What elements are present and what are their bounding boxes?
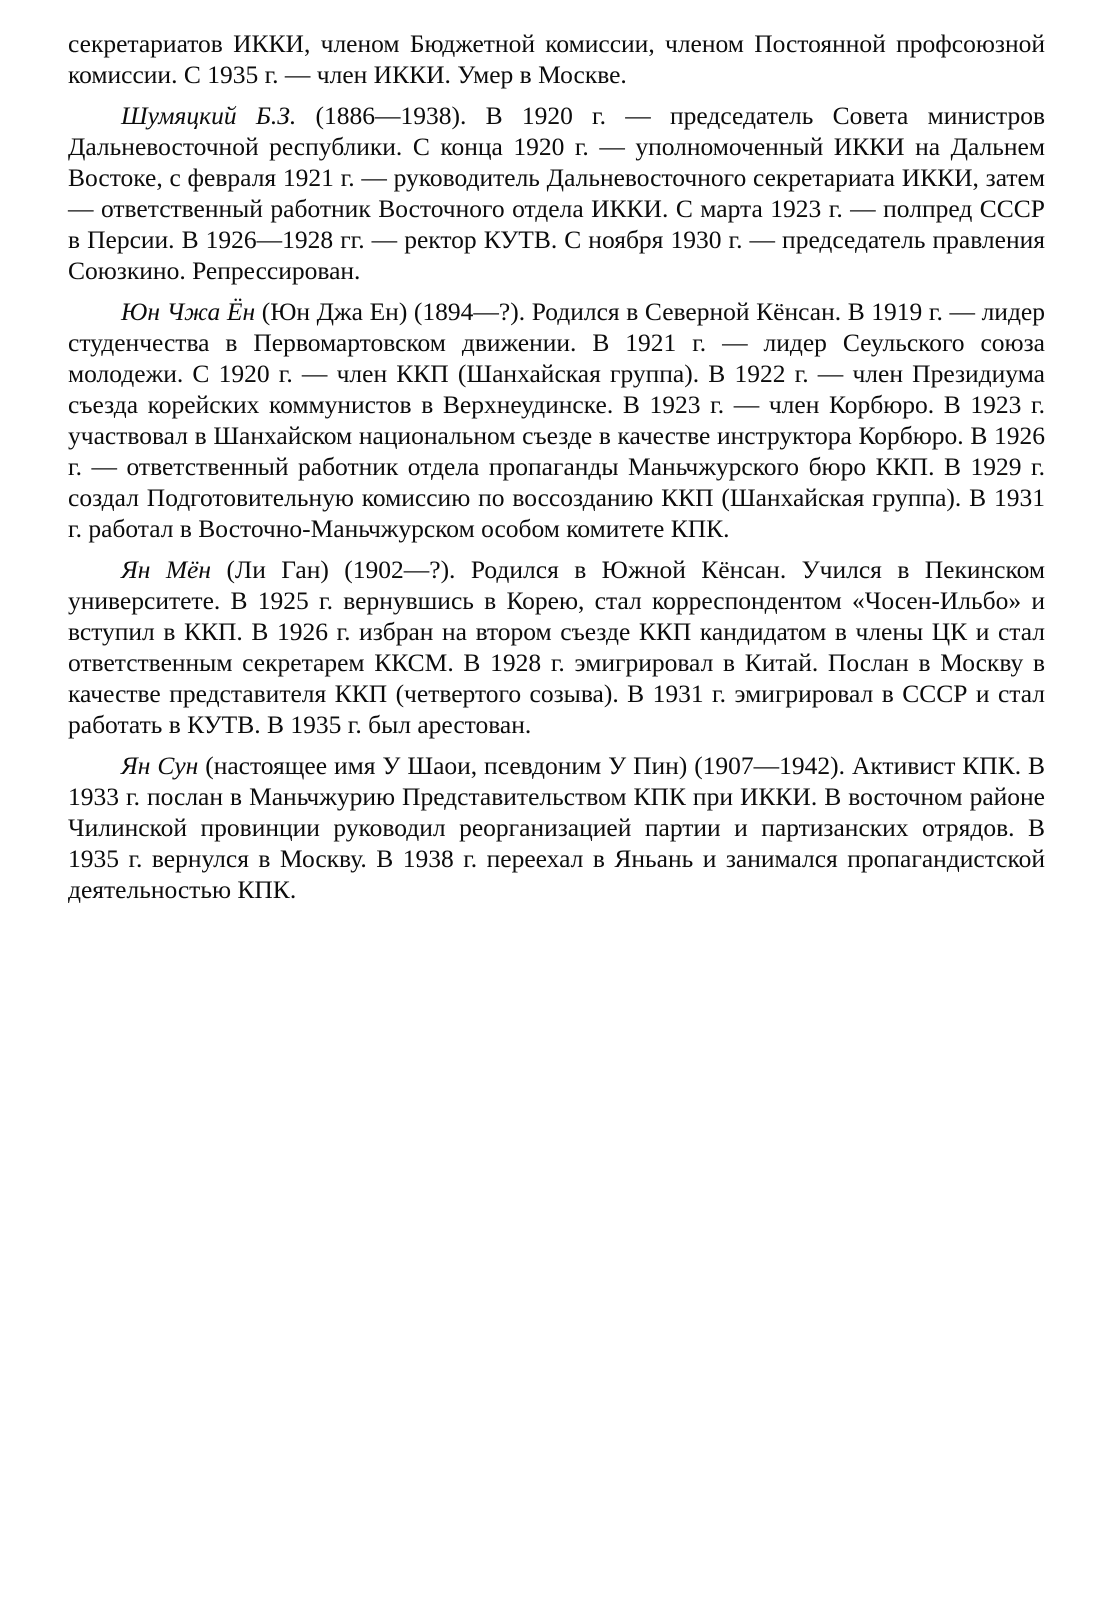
entry-yan-myon <box>68 554 1045 740</box>
entry-text: (1886—1938). В 1920 г. — председатель Совета министров Дальневосточной республики. С конца 1920 г. — уполномоченный ИККИ на Дальнем Востоке, с февраля 1921 г. — руководитель Дальневосточного секретариата ИККИ, затем — ответственный работник Восточного отдела ИККИ. С марта 1923 г. — полпред СССР в Персии. В 1926—1928 гг. — ректор КУТВ. С ноября 1930 г. — председатель правления Союзкино. Репрессирован. <box>68 101 1045 285</box>
entry-text: (настоящее имя У Шаои, псевдоним У Пин) (1907—1942). Активист КПК. В 1933 г. послан в Маньчжурию Представительством КПК при ИККИ. В восточном районе Чилинской провинции руководил реорганизацией партии и партизанских отрядов. В 1935 г. вернулся в Москву. В 1938 г. переехал в Яньань и занимался пропагандистской деятельностью КПК. <box>68 751 1045 904</box>
entry-text: (Ли Ган) (1902—?). Родился в Южной Кёнсан. Учился в Пекинском университете. В 1925 г. вернувшись в Корею, стал корреспондентом «Чосен-Ильбо» и вступил в ККП. В 1926 г. избран на втором съезде ККП кандидатом в члены ЦК и стал ответственным секретарем ККСМ. В 1928 г. эмигрировал в Китай. Послан в Москву в качестве представителя ККП (четвертого созыва). В 1931 г. эмигрировал в СССР и стал работать в КУТВ. В 1935 г. был арестован. <box>68 555 1045 739</box>
entry-shumyatsky <box>68 100 1045 286</box>
entry-text: (Юн Джа Ен) (1894—?). Родился в Северной Кёнсан. В 1919 г. — лидер студенчества в Первомартовском движении. В 1921 г. — лидер Сеульского союза молодежи. С 1920 г. — член ККП (Шанхайская группа). В 1922 г. — член Президиума съезда корейских коммунистов в Верхнеудинске. В 1923 г. — член Корбюро. В 1923 г. участвовал в Шанхайском национальном съезде в качестве инструктора Корбюро. В 1926 г. — ответственный работник отдела пропаганды Маньчжурского бюро ККП. В 1929 г. создал Подготовительную комиссию по воссозданию ККП (Шанхайская группа). В 1931 г. работал в Восточно-Маньчжурском особом комитете КПК. <box>68 297 1045 543</box>
entry-name: Ян Сун <box>121 751 199 780</box>
entry-name: Ян Мён <box>121 555 212 584</box>
document-page <box>68 28 1045 915</box>
entry-name: Шумяцкий Б.З. <box>121 101 297 130</box>
entry-text: секретариатов ИККИ, членом Бюджетной комиссии, членом Постоянной профсоюзной комиссии. С 1935 г. — член ИККИ. Умер в Москве. <box>68 29 1045 89</box>
entry-continuation <box>68 28 1045 90</box>
entry-yan-sun <box>68 750 1045 905</box>
entry-yun-chzha-yon <box>68 296 1045 544</box>
entry-name: Юн Чжа Ён <box>121 297 256 326</box>
